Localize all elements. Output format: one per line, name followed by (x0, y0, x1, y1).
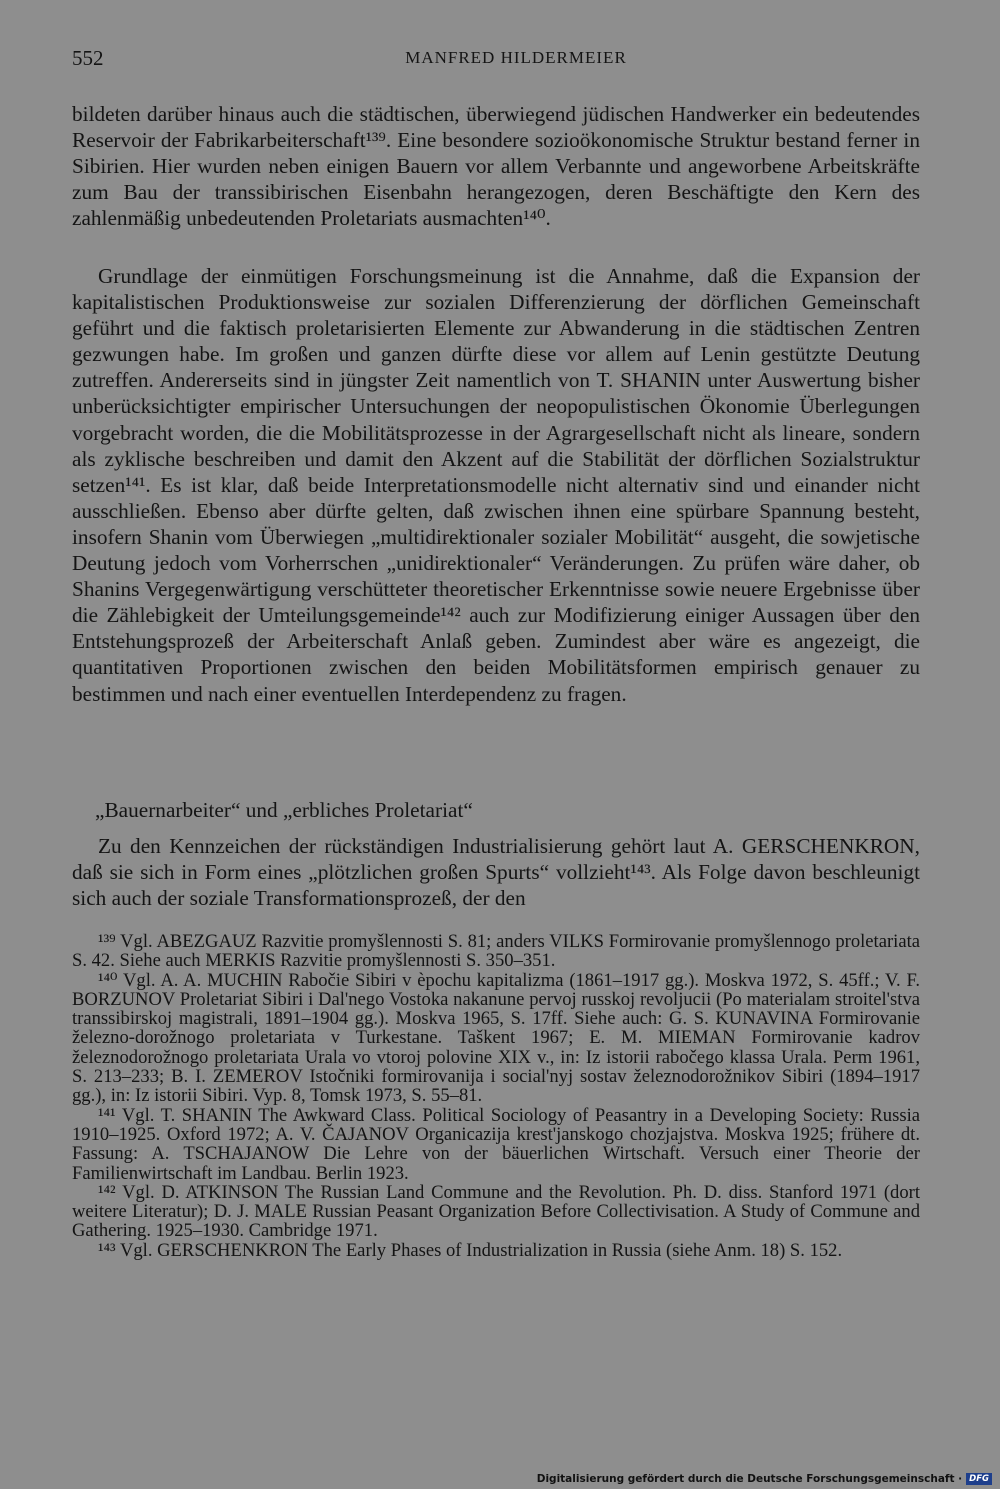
dfg-logo: DFG (966, 1473, 992, 1485)
footer-text: Digitalisierung gefördert durch die Deutsche Forschungsgemeinschaft · (536, 1473, 963, 1485)
paragraph: Grundlage der einmütigen Forschungsmeinung ist die Annahme, daß die Expansion der kapitalistischen Produktionsweise zur sozialen Differenzierung der dörflichen Gemeinschaft geführt und die faktisch proletarisierten Elemente zur Abwanderung in die städtischen Zentren gezwungen habe. Im großen und ganzen dürfte diese vor allem auf Lenin gestützte Deutung zutreffen. Andererseits sind in jüngster Zeit namentlich von T. SHANIN unter Auswertung bisher unberücksichtigter empirischer Untersuchungen der neopopulistischen Ökonomie Überlegungen vorgebracht worden, die die Mobilitätsprozesse in der Agrargesellschaft nicht als lineare, sondern als zyklische beschreiben und damit den Akzent auf die Stabilität der dörflichen Sozialstruktur setzen¹⁴¹. Es ist klar, daß beide Interpretationsmodelle nicht alternativ sind und einander nicht ausschließen. Ebenso aber dürfte gelten, daß zwischen ihnen eine spürbare Spannung besteht, insofern Shanin vom Überwiegen „multidirektionaler sozialer Mobilität“ ausgeht, die sowjetische Deutung jedoch vom Vorherrschen „unidirektionaler“ Veränderungen. Zu prüfen wäre daher, ob Shanins Vergegenwärtigung verschütteter theoretischer Erkenntnisse sowie neuere Ergebnisse über die Zählebigkeit der Umteilungsgemeinde¹⁴² auch zur Modifizierung einiger Aussagen über den Entstehungsprozeß der Arbeiterschaft Anlaß geben. Zumindest aber wäre es angezeigt, die quantitativen Proportionen zwischen den beiden Mobilitätsformen empirisch genauer zu bestimmen und nach einer eventuellen Interdependenz zu fragen. (72, 264, 920, 706)
footnote-139: ¹³⁹ Vgl. ABEZGAUZ Razvitie promyšlennosti S. 81; anders VILKS Formirovanie promyšlennogo proletariata S. 42. Siehe auch MERKIS Razvitie promyšlennosti S. 350–351. (72, 931, 920, 972)
paragraph: Zu den Kennzeichen der rückständigen Industrialisierung gehört laut A. GERSCHENKRON, daß sie sich in Form eines „plötzlichen großen Spurts“ vollzieht¹⁴³. Als Folge davon beschleunigt sich auch der soziale Transformationsprozeß, der den (72, 834, 920, 911)
paragraph: bildeten darüber hinaus auch die städtischen, überwiegend jüdischen Handwerker ein bedeutendes Reservoir der Fabrikarbeiterschaft¹³⁹. Eine besondere sozioökonomische Struktur bestand ferner in Sibirien. Hier wurden neben einigen Bauern vor allem Verbannte und angeworbene Arbeitskräfte zum Bau der transsibirischen Eisenbahn herangezogen, deren Beschäftigte den Kern des zahlenmäßig unbedeutenden Proletariats ausmachten¹⁴⁰. (72, 102, 920, 231)
page-number: 552 (72, 46, 104, 70)
footnotes (72, 932, 920, 1260)
body-paragraph-1 (72, 101, 920, 231)
section-heading: „Bauernarbeiter“ und „erbliches Proletariat“ (95, 798, 473, 822)
footnote-142: ¹⁴² Vgl. D. ATKINSON The Russian Land Commune and the Revolution. Ph. D. diss. Stanford 1971 (dort weitere Literatur); D. J. MALE Russian Peasant Organization Before Collectivisation. A Study of Commune and Gathering. 1925–1930. Cambridge 1971. (72, 1181, 920, 1242)
page-header (72, 46, 920, 80)
footnote-140: ¹⁴⁰ Vgl. A. A. MUCHIN Rabočie Sibiri v èpochu kapitalizma (1861–1917 gg.). Moskva 1972, S. 45ff.; V. F. BORZUNOV Proletariat Sibiri i Dal'nego Vostoka nakanune pervoj russkoj revoljucii (Po materialam stroitel'stva transsibirskoj magistrali, 1891–1904 gg.). Moskva 1965, S. 17ff. Siehe auch: G. S. KUNAVINA Formirovanie železno-dorožnogo proletariata v Turkestane. Taškent 1967; E. M. MIEMAN Formirovanie kadrov železnodorožnogo proletariata Urala vo vtoroj polovine XIX v., in: Iz istorii rabočego klassa Urala. Perm 1961, S. 213–233; B. I. ZEMEROV Istočniki formirovanija i social'nyj sostav železnodorožnikov Sibiri (1894–1917 gg.), in: Iz istorii Sibiri. Vyp. 8, Tomsk 1973, S. 55–81. (72, 969, 920, 1107)
digitization-footer (537, 1473, 992, 1485)
running-head: MANFRED HILDERMEIER (405, 48, 627, 67)
body-paragraph-3 (72, 833, 920, 911)
footnote-143: ¹⁴³ Vgl. GERSCHENKRON The Early Phases of Industrialization in Russia (siehe Anm. 18) S. 152. (98, 1239, 843, 1261)
body-paragraph-2 (72, 263, 920, 707)
footnote-141: ¹⁴¹ Vgl. T. SHANIN The Awkward Class. Political Sociology of Peasantry in a Developing Society: Russia 1910–1925. Oxford 1972; A. V. ČAJANOV Organicazija krest'janskogo chozjajstva. Moskva 1925; frühere dt. Fassung: A. TSCHAJANOW Die Lehre von der bäuerlichen Wirtschaft. Versuch einer Theorie der Familienwirtschaft im Landbau. Berlin 1923. (72, 1104, 920, 1184)
